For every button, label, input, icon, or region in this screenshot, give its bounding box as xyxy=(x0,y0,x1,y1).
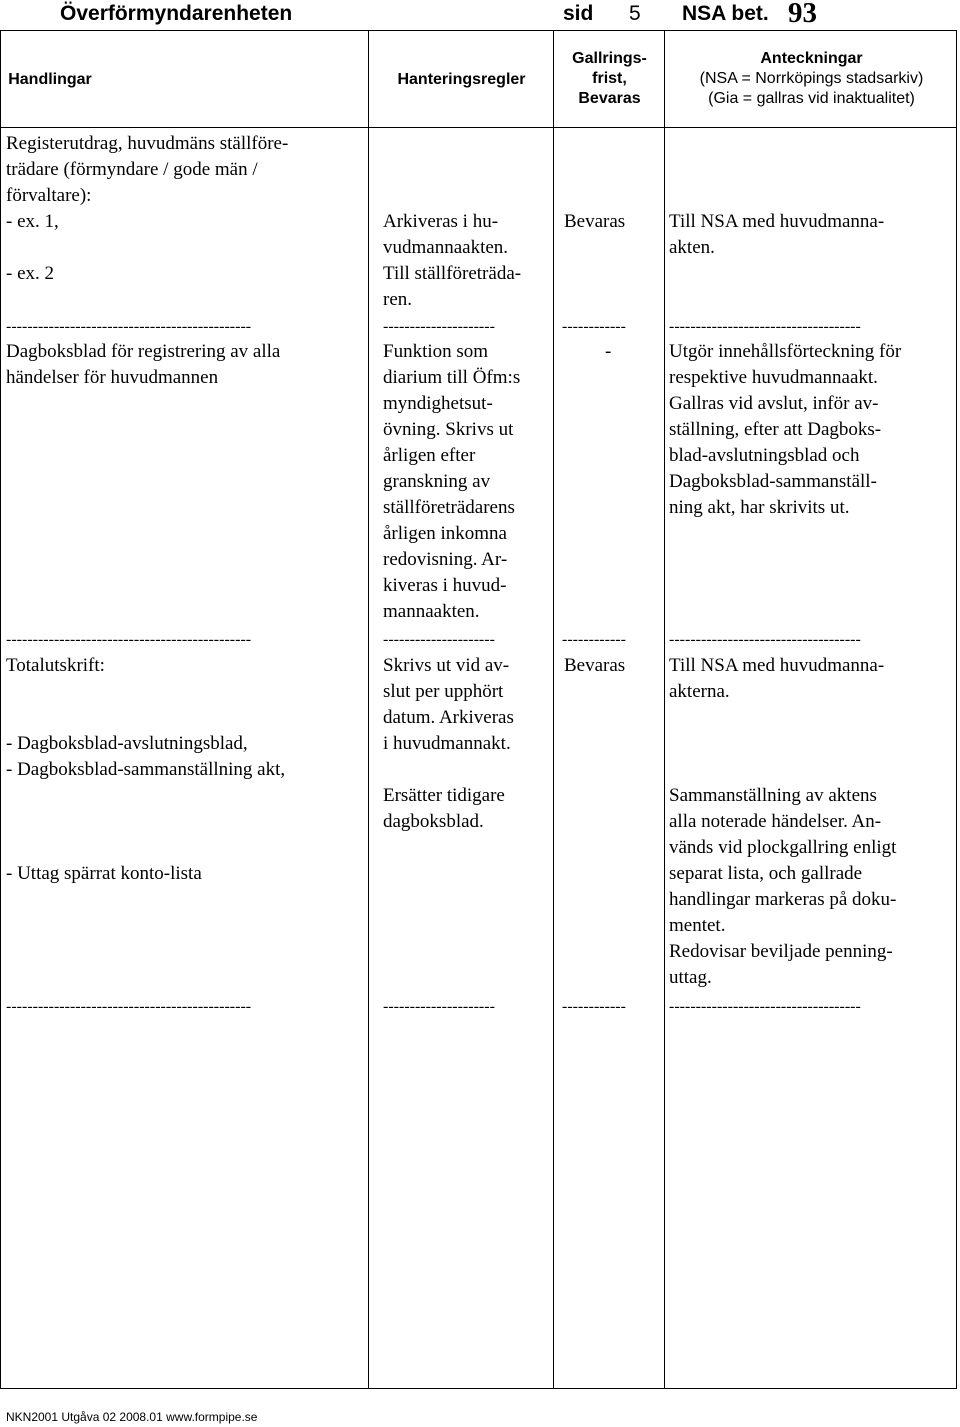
row2-hanteringsregler: Funktion som diarium till Öfm:s myndighetsut- övning. Skrivs ut årligen efter granskning av ställföreträdarens årligen inkomna redovisning. Ar- kiveras i huvud- mannaakten. xyxy=(383,341,521,622)
column-divider-2 xyxy=(553,30,554,1389)
nsa-number: 93 xyxy=(788,0,817,29)
separator-1-col1: ---------------------------------------------- xyxy=(6,318,252,335)
sid-number: 5 xyxy=(629,2,641,25)
row2-handlingar: Dagboksblad för registrering av alla händelser för huvudmannen xyxy=(6,341,281,388)
row3-gallringsfrist: Bevaras xyxy=(564,655,626,676)
row2-gallringsfrist: - xyxy=(605,341,612,362)
row3-anteckningar: Till NSA med huvudmanna- akterna. Sammanställning av aktens alla noterade händelser. An- vänds vid plockgallring enligt separat lista, och gallrade handlingar markeras på doku- mentet. Redovisar beviljade penning- uttag. xyxy=(669,655,897,988)
office-name: Överförmyndarenheten xyxy=(60,2,293,25)
row3-handlingar: Totalutskrift: - Dagboksblad-avslutningsblad, - Dagboksblad-sammanställning akt, - Uttag spärrat konto-lista xyxy=(6,655,286,884)
column-divider-3 xyxy=(664,30,665,1389)
row1-hanteringsregler: Arkiveras i hu- vudmannaakten. Till ställföreträda- ren. xyxy=(383,211,522,310)
separator-3-col2: --------------------- xyxy=(383,998,495,1015)
separator-1-col3: ------------ xyxy=(562,318,626,335)
row2-anteckningar: Utgör innehållsförteckning för respektive huvudmannaakt. Gallras vid avslut, inför av- ställning, efter att Dagboks- blad-avslutningsblad och Dagboksblad-sammanställ- ning akt, har skrivits ut. xyxy=(669,341,902,518)
row1-anteckningar: Till NSA med huvudmanna- akten. xyxy=(669,211,885,258)
separator-3-col4: ------------------------------------ xyxy=(669,998,861,1015)
separator-2-col4: ------------------------------------ xyxy=(669,631,861,648)
separator-1-col4: ------------------------------------ xyxy=(669,318,861,335)
nsa-label: NSA bet. xyxy=(682,2,769,25)
separator-2-col1: ---------------------------------------------- xyxy=(6,631,252,648)
column-divider-1 xyxy=(368,30,369,1389)
row3-hanteringsregler: Skrivs ut vid av- slut per upphört datum. Arkiveras i huvudmannakt. Ersätter tidigare dagboksblad. xyxy=(383,655,514,832)
separator-1-col2: --------------------- xyxy=(383,318,495,335)
sid-label: sid xyxy=(563,2,594,25)
page-header xyxy=(0,0,960,30)
row1-handlingar: Registerutdrag, huvudmäns ställföre- trädare (förmyndare / gode män / förvaltare): - ex. 1, - ex. 2 xyxy=(6,133,289,284)
row1-gallringsfrist: Bevaras xyxy=(564,211,626,232)
footer-text: NKN2001 Utgåva 02 2008.01 www.formpipe.se xyxy=(6,1410,258,1424)
separator-3-col3: ------------ xyxy=(562,998,626,1015)
column-header-anteckningar: Anteckningar (NSA = Norrköpings stadsarkiv) (Gia = gallras vid inaktualitet) xyxy=(699,50,924,107)
column-header-hanteringsregler: Hanteringsregler xyxy=(397,71,526,88)
separator-3-col1: ---------------------------------------------- xyxy=(6,998,252,1015)
separator-2-col2: --------------------- xyxy=(383,631,495,648)
column-header-gallringsfrist: Gallrings- frist, Bevaras xyxy=(572,50,647,107)
separator-2-col3: ------------ xyxy=(562,631,626,648)
column-header-handlingar: Handlingar xyxy=(8,71,92,88)
header-divider xyxy=(0,127,957,128)
